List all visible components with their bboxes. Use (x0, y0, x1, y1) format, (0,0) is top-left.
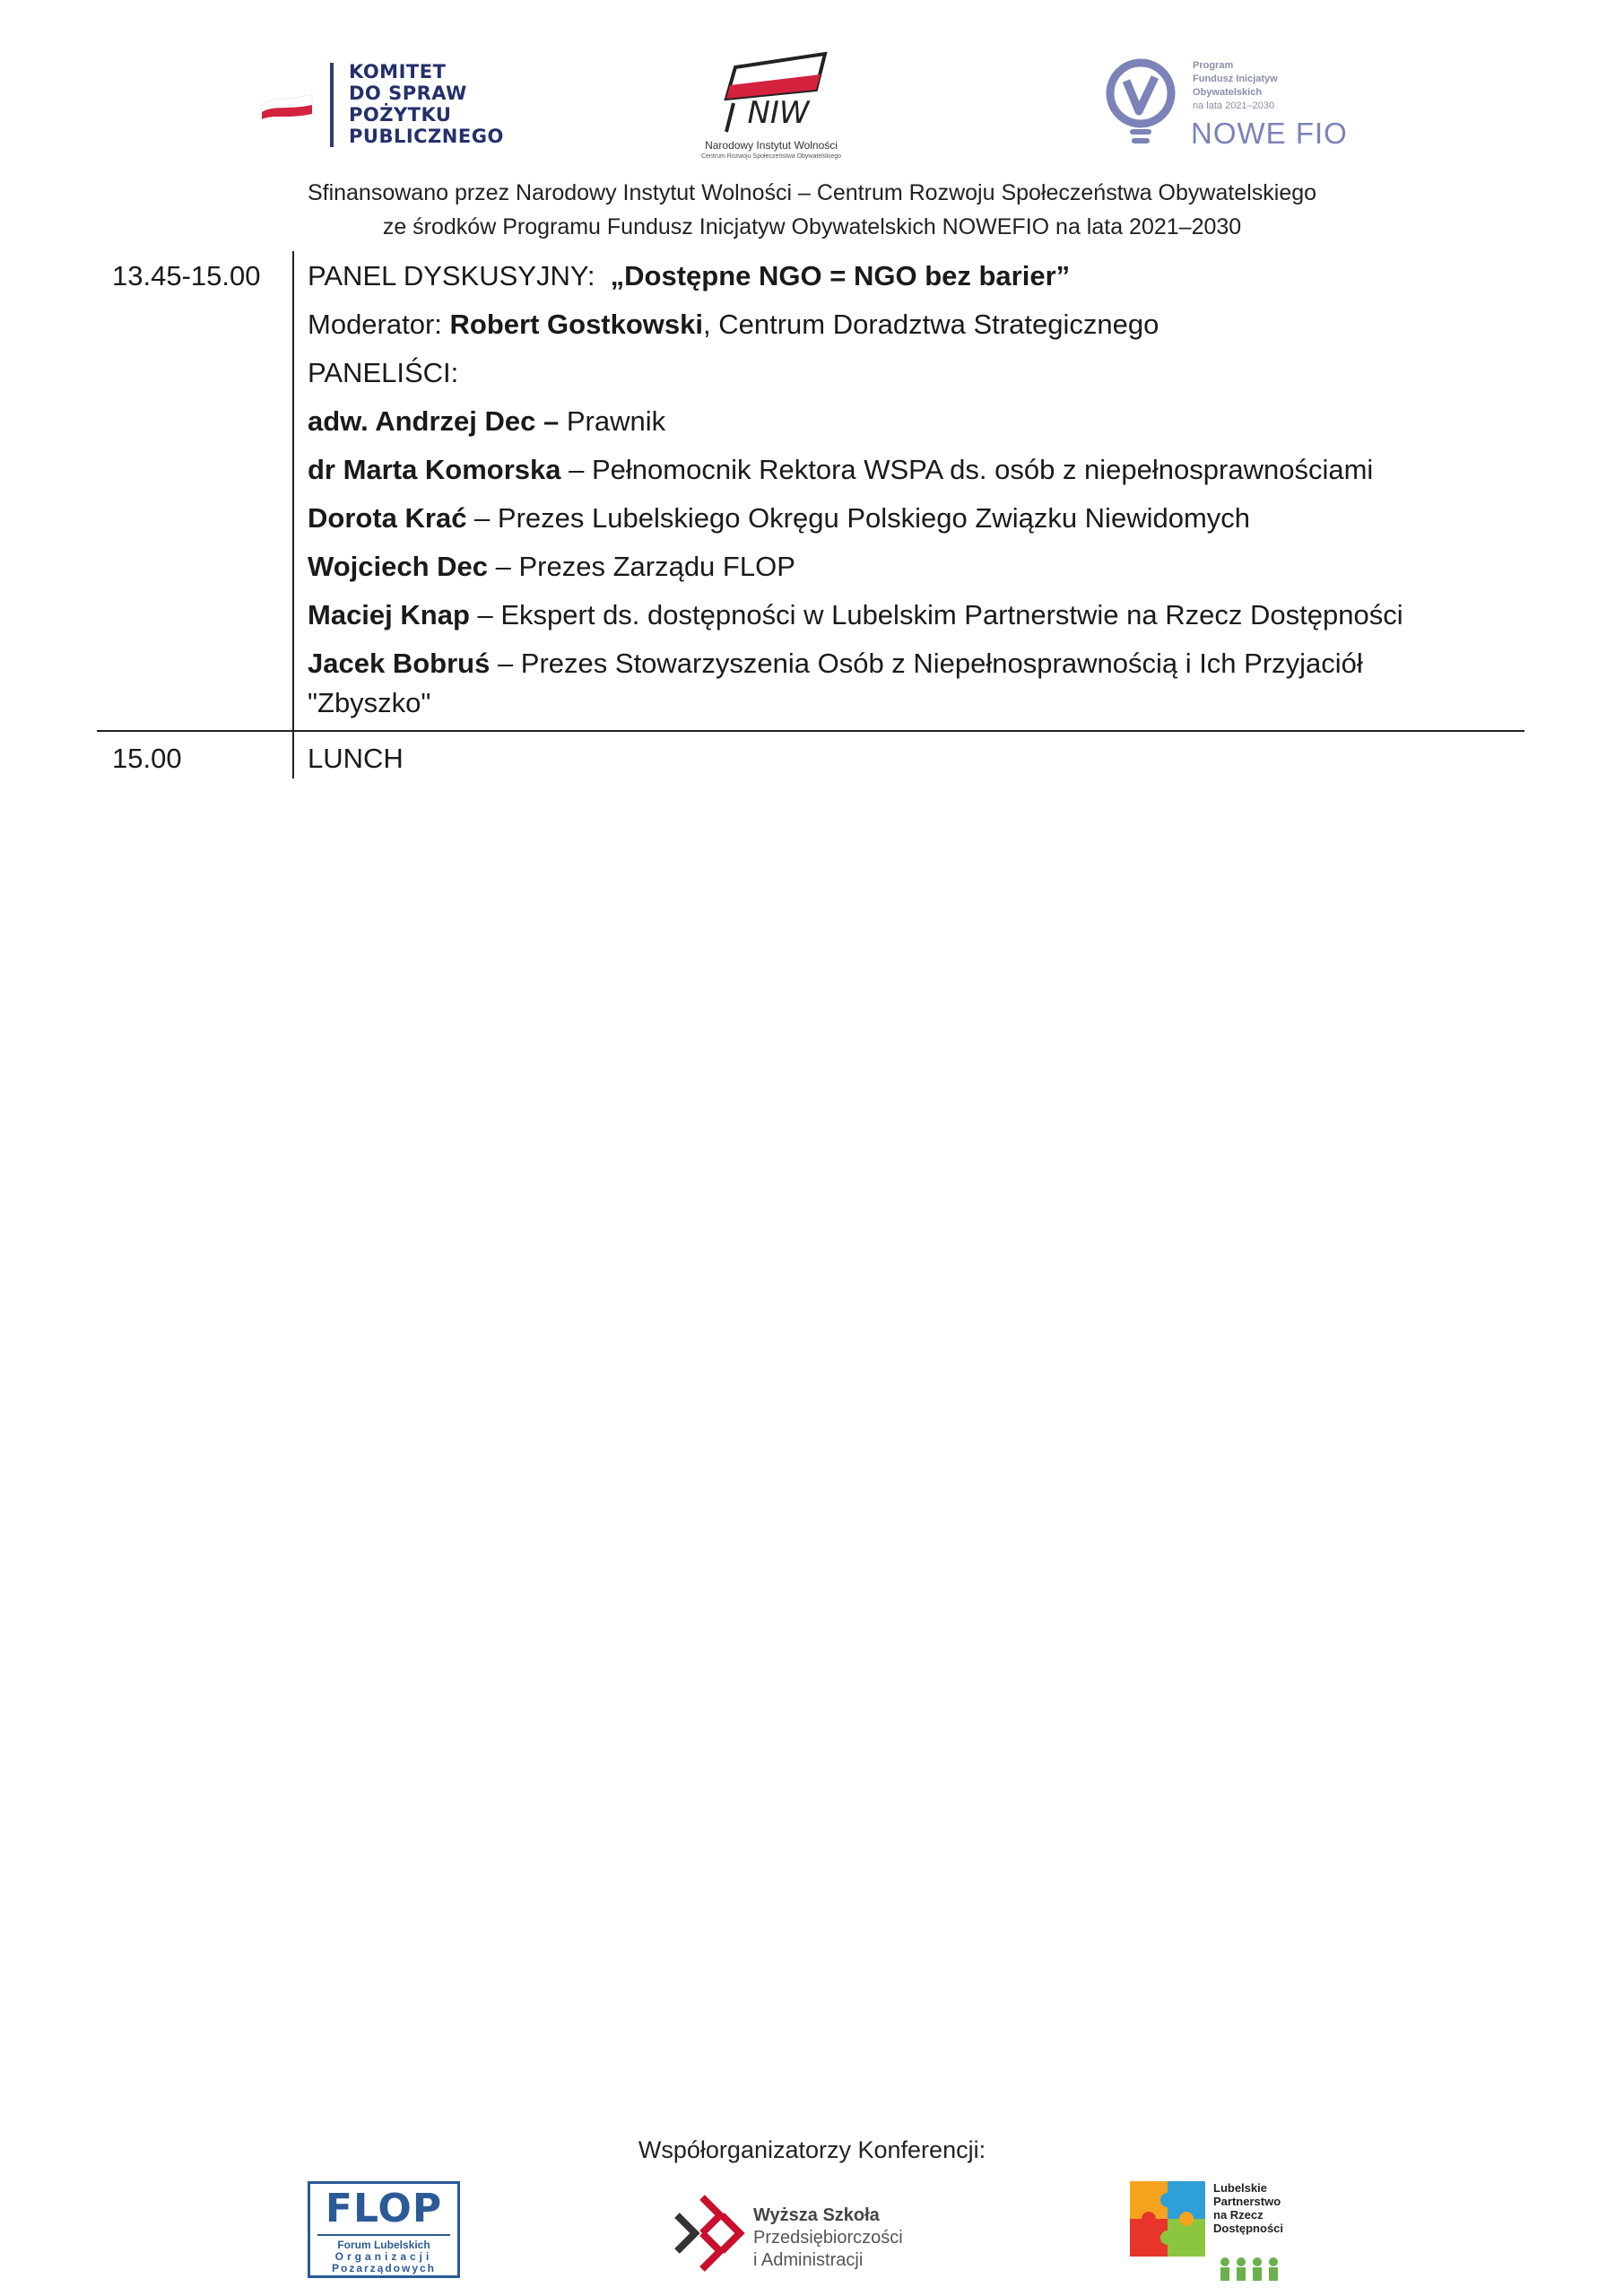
niw-caption: Narodowy Instytut Wolności (705, 139, 838, 152)
panelists-label: PANELIŚCI: (308, 357, 459, 388)
lunch-time: 15.00 (112, 743, 182, 774)
nowe-fio-logo (1103, 56, 1372, 154)
agenda-row-lunch (97, 732, 1524, 778)
nowe-fio-text: NOWE FIO (1191, 117, 1348, 150)
moderator-org: , Centrum Doradztwa Strategicznego (703, 309, 1159, 340)
lpd-line-3: na Rzecz (1213, 2208, 1264, 2222)
fio-line-2: Fundusz Inicjatyw (1193, 74, 1278, 84)
niw-subcaption: Centrum Rozwoju Społeczeństwa Obywatelskiego (700, 153, 842, 160)
komitet-logo (256, 61, 525, 151)
lunch-label: LUNCH (308, 743, 404, 774)
komitet-logo-text (349, 61, 504, 147)
panelist-item (308, 454, 1524, 502)
fio-program-text (1193, 59, 1278, 113)
panelist-item (308, 648, 1524, 680)
wspa-line-2: Przedsiębiorczości (753, 2228, 903, 2248)
agenda-table (97, 251, 1524, 778)
lpd-line-1: Lubelskie (1213, 2181, 1267, 2195)
wspa-line-3: i Administracji (753, 2250, 864, 2270)
panel-title: „Dostępne NGO = NGO bez barier” (610, 260, 1071, 291)
flop-subtitle-1: Forum Lubelskich (337, 2239, 430, 2251)
panel-content (292, 251, 1524, 730)
lpd-logo-text (1213, 2181, 1283, 2235)
panelist-role: – Prezes Zarządu FLOP (488, 551, 795, 582)
panelist-item (308, 405, 1524, 454)
flop-subtitle-2: Organizacji (334, 2250, 433, 2263)
niw-logo-text: NIW (747, 95, 810, 131)
komitet-line-4: PUBLICZNEGO (349, 126, 504, 147)
niw-emblem-icon (690, 49, 852, 139)
panelist-name: Maciej Knap (308, 599, 470, 631)
panelist-name: dr Marta Komorska (308, 454, 561, 485)
panelist-item (308, 502, 1524, 551)
moderator-label: Moderator: (308, 309, 450, 340)
agenda-row-panel (97, 251, 1524, 732)
panelist-role: – Prezes Lubelskiego Okręgu Polskiego Związku Niewidomych (466, 502, 1251, 534)
komitet-line-2: DO SPRAW (349, 83, 467, 104)
panelist-name: adw. Andrzej Dec – (308, 405, 560, 437)
wspa-logo-text (753, 2205, 903, 2272)
panelist-name: Jacek Bobruś (308, 648, 491, 679)
panelist-role: Prawnik (559, 405, 666, 437)
fio-line-4: na lata 2021–2030 (1193, 100, 1275, 111)
moderator-name: Robert Gostkowski (449, 309, 704, 340)
fio-line-3: Obywatelskich (1193, 87, 1263, 98)
page-header (0, 0, 1624, 242)
wspa-line-1: Wyższa Szkoła (753, 2205, 880, 2225)
panelist-item (308, 599, 1524, 648)
lpd-line-4: Dostępności (1213, 2222, 1284, 2235)
panelist-role: – Ekspert ds. dostępności w Lubelskim Partnerstwie na Rzecz Dostępności (469, 599, 1403, 631)
moderator-line (308, 309, 1524, 357)
lpd-logo (1128, 2179, 1316, 2283)
panelist-role: – Pełnomocnik Rektora WSPA ds. osób z niepełnosprawnościami (560, 454, 1374, 485)
lunch-content (292, 732, 1524, 778)
lpd-line-2: Partnerstwo (1213, 2195, 1281, 2208)
flop-divider (317, 2234, 450, 2236)
funding-line-1: Sfinansowano przez Narodowy Instytut Wolności – Centrum Rozwoju Społeczeństwa Obywatelskiego (307, 180, 1317, 205)
funding-line-2: ze środków Programu Fundusz Inicjatyw Obywatelskich NOWEFIO na lata 2021–2030 (382, 214, 1242, 239)
co-organizers-label: Współorganizatorzy Konferencji: (638, 2136, 986, 2163)
komitet-line-1: KOMITET (349, 61, 447, 83)
fio-line-1: Program (1193, 60, 1234, 71)
funding-statement (0, 176, 1624, 244)
lightbulb-icon (1103, 56, 1184, 154)
panelist-role-continuation: "Zbyszko" (308, 687, 431, 718)
panel-time: 13.45-15.00 (112, 260, 261, 291)
flop-logo-text: FLOP (325, 2186, 443, 2231)
panelist-item (308, 551, 1524, 599)
flop-logo (308, 2181, 460, 2278)
flop-subtitle-3: Pozarządowych (331, 2262, 437, 2274)
niw-logo (690, 49, 852, 166)
flop-subtitle (310, 2239, 457, 2274)
panelist-name: Wojciech Dec (308, 551, 489, 582)
wspa-emblem-icon (668, 2188, 749, 2278)
panelist-role: – Prezes Stowarzyszenia Osób z Niepełnosprawnością i Ich Przyjaciół (490, 648, 1363, 679)
komitet-line-3: POŻYTKU (349, 104, 452, 126)
wspa-logo (668, 2188, 937, 2278)
polish-flag-icon (260, 92, 314, 119)
panelist-name: Dorota Krać (308, 502, 467, 534)
komitet-divider (330, 63, 334, 147)
panel-title-line (308, 260, 1524, 309)
panel-title-prefix: PANEL DYSKUSYJNY: (308, 260, 611, 291)
